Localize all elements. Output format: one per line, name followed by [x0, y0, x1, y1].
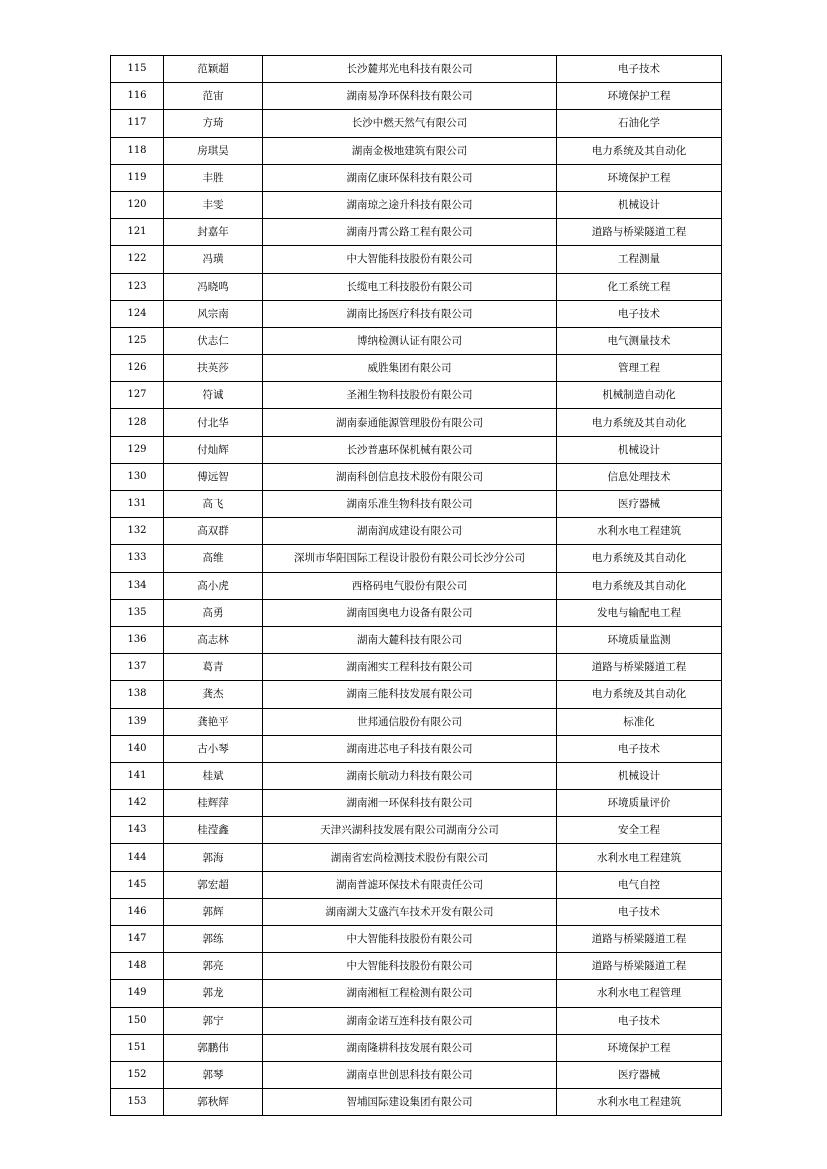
person-name-cell: 封嘉年 — [164, 219, 263, 246]
major-cell: 标准化 — [557, 708, 722, 735]
company-cell: 深圳市华阳国际工程设计股份有限公司长沙分公司 — [263, 545, 557, 572]
company-cell: 湖南长航动力科技有限公司 — [263, 762, 557, 789]
company-cell: 中大智能科技股份有限公司 — [263, 246, 557, 273]
company-cell: 湖南省宏尚检测技术股份有限公司 — [263, 844, 557, 871]
person-name-cell: 郭秋辉 — [164, 1089, 263, 1116]
person-name-cell: 扶英莎 — [164, 355, 263, 382]
row-number-cell: 137 — [111, 654, 164, 681]
table-row — [111, 572, 722, 599]
major-cell: 电子技术 — [557, 1007, 722, 1034]
person-name-cell: 方琦 — [164, 110, 263, 137]
company-cell: 湖南泰通能源管理股份有限公司 — [263, 409, 557, 436]
row-number-cell: 145 — [111, 871, 164, 898]
major-cell: 电子技术 — [557, 735, 722, 762]
row-number-cell: 147 — [111, 926, 164, 953]
person-name-cell: 付北华 — [164, 409, 263, 436]
row-number-cell: 122 — [111, 246, 164, 273]
company-cell: 长缆电工科技股份有限公司 — [263, 273, 557, 300]
row-number-cell: 125 — [111, 327, 164, 354]
company-cell: 湖南金极地建筑有限公司 — [263, 137, 557, 164]
major-cell: 道路与桥梁隧道工程 — [557, 219, 722, 246]
person-name-cell: 傅远智 — [164, 463, 263, 490]
person-name-cell: 冯璜 — [164, 246, 263, 273]
person-name-cell: 郭练 — [164, 926, 263, 953]
person-name-cell: 郭琴 — [164, 1061, 263, 1088]
company-cell: 长沙麓邦光电科技有限公司 — [263, 56, 557, 83]
company-cell: 西格码电气股份有限公司 — [263, 572, 557, 599]
major-cell: 安全工程 — [557, 817, 722, 844]
company-cell: 湖南金诺互连科技有限公司 — [263, 1007, 557, 1034]
table-row — [111, 1034, 722, 1061]
row-number-cell: 146 — [111, 898, 164, 925]
table-row — [111, 980, 722, 1007]
row-number-cell: 142 — [111, 790, 164, 817]
company-cell: 湖南亿康环保科技有限公司 — [263, 164, 557, 191]
person-name-cell: 丰胜 — [164, 164, 263, 191]
table-row — [111, 681, 722, 708]
table-row — [111, 762, 722, 789]
company-cell: 湖南湘桓工程检测有限公司 — [263, 980, 557, 1007]
major-cell: 机械设计 — [557, 436, 722, 463]
row-number-cell: 149 — [111, 980, 164, 1007]
person-name-cell: 龚艳平 — [164, 708, 263, 735]
company-cell: 湖南隆耕科技发展有限公司 — [263, 1034, 557, 1061]
row-number-cell: 150 — [111, 1007, 164, 1034]
row-number-cell: 132 — [111, 518, 164, 545]
major-cell: 环境保护工程 — [557, 83, 722, 110]
row-number-cell: 128 — [111, 409, 164, 436]
table-row — [111, 56, 722, 83]
row-number-cell: 117 — [111, 110, 164, 137]
row-number-cell: 151 — [111, 1034, 164, 1061]
table-row — [111, 355, 722, 382]
major-cell: 医疗器械 — [557, 491, 722, 518]
person-name-cell: 高勇 — [164, 599, 263, 626]
company-cell: 湖南湘一环保科技有限公司 — [263, 790, 557, 817]
row-number-cell: 129 — [111, 436, 164, 463]
person-name-cell: 桂辉萍 — [164, 790, 263, 817]
person-name-cell: 风宗南 — [164, 300, 263, 327]
company-cell: 湖南三能科技发展有限公司 — [263, 681, 557, 708]
person-name-cell: 郭龙 — [164, 980, 263, 1007]
table-row — [111, 436, 722, 463]
table-row — [111, 382, 722, 409]
major-cell: 环境保护工程 — [557, 164, 722, 191]
major-cell: 电力系统及其自动化 — [557, 409, 722, 436]
person-name-cell: 郭宏超 — [164, 871, 263, 898]
table-row — [111, 708, 722, 735]
row-number-cell: 118 — [111, 137, 164, 164]
company-cell: 长沙中燃天然气有限公司 — [263, 110, 557, 137]
major-cell: 石油化学 — [557, 110, 722, 137]
row-number-cell: 138 — [111, 681, 164, 708]
row-number-cell: 120 — [111, 191, 164, 218]
major-cell: 道路与桥梁隧道工程 — [557, 953, 722, 980]
row-number-cell: 130 — [111, 463, 164, 490]
table-row — [111, 491, 722, 518]
major-cell: 电力系统及其自动化 — [557, 681, 722, 708]
major-cell: 机械设计 — [557, 191, 722, 218]
major-cell: 化工系统工程 — [557, 273, 722, 300]
major-cell: 环境质量监测 — [557, 626, 722, 653]
row-number-cell: 127 — [111, 382, 164, 409]
table-row — [111, 844, 722, 871]
table-row — [111, 953, 722, 980]
person-name-cell: 桂滢鑫 — [164, 817, 263, 844]
company-cell: 博纳检测认证有限公司 — [263, 327, 557, 354]
table-row — [111, 599, 722, 626]
table-row — [111, 164, 722, 191]
major-cell: 医疗器械 — [557, 1061, 722, 1088]
person-name-cell: 伏志仁 — [164, 327, 263, 354]
table-row — [111, 83, 722, 110]
row-number-cell: 143 — [111, 817, 164, 844]
table-row — [111, 246, 722, 273]
row-number-cell: 124 — [111, 300, 164, 327]
row-number-cell: 131 — [111, 491, 164, 518]
table-row — [111, 409, 722, 436]
person-name-cell: 郭海 — [164, 844, 263, 871]
table-row — [111, 110, 722, 137]
company-cell: 湖南比扬医疗科技有限公司 — [263, 300, 557, 327]
person-name-cell: 古小琴 — [164, 735, 263, 762]
major-cell: 机械设计 — [557, 762, 722, 789]
row-number-cell: 119 — [111, 164, 164, 191]
person-name-cell: 郭鹏伟 — [164, 1034, 263, 1061]
person-name-cell: 丰雯 — [164, 191, 263, 218]
table-row — [111, 871, 722, 898]
company-cell: 湖南琼之途升科技有限公司 — [263, 191, 557, 218]
table-row — [111, 1007, 722, 1034]
person-name-cell: 郭宁 — [164, 1007, 263, 1034]
person-name-cell: 范宙 — [164, 83, 263, 110]
table-row — [111, 654, 722, 681]
person-name-cell: 冯晓鸣 — [164, 273, 263, 300]
major-cell: 道路与桥梁隧道工程 — [557, 926, 722, 953]
table-row — [111, 545, 722, 572]
major-cell: 电力系统及其自动化 — [557, 137, 722, 164]
table-row — [111, 463, 722, 490]
major-cell: 电子技术 — [557, 300, 722, 327]
company-cell: 湖南卓世创思科技有限公司 — [263, 1061, 557, 1088]
major-cell: 水利水电工程管理 — [557, 980, 722, 1007]
company-cell: 湖南湖大艾盛汽车技术开发有限公司 — [263, 898, 557, 925]
person-name-cell: 高飞 — [164, 491, 263, 518]
major-cell: 电子技术 — [557, 898, 722, 925]
table-row — [111, 191, 722, 218]
company-cell: 湖南湘实工程科技有限公司 — [263, 654, 557, 681]
major-cell: 信息处理技术 — [557, 463, 722, 490]
table-row — [111, 817, 722, 844]
company-cell: 湖南润成建设有限公司 — [263, 518, 557, 545]
table-row — [111, 300, 722, 327]
table-row — [111, 926, 722, 953]
major-cell: 道路与桥梁隧道工程 — [557, 654, 722, 681]
person-name-cell: 高维 — [164, 545, 263, 572]
roster-table-body — [111, 56, 722, 1116]
table-row — [111, 273, 722, 300]
company-cell: 湖南国奥电力设备有限公司 — [263, 599, 557, 626]
company-cell: 湖南大麓科技有限公司 — [263, 626, 557, 653]
row-number-cell: 126 — [111, 355, 164, 382]
major-cell: 水利水电工程建筑 — [557, 844, 722, 871]
major-cell: 环境保护工程 — [557, 1034, 722, 1061]
person-name-cell: 郭辉 — [164, 898, 263, 925]
person-name-cell: 付灿辉 — [164, 436, 263, 463]
roster-table — [110, 55, 722, 1116]
row-number-cell: 123 — [111, 273, 164, 300]
row-number-cell: 133 — [111, 545, 164, 572]
table-row — [111, 1089, 722, 1116]
company-cell: 湖南科创信息技术股份有限公司 — [263, 463, 557, 490]
row-number-cell: 153 — [111, 1089, 164, 1116]
company-cell: 湖南普滤环保技术有限责任公司 — [263, 871, 557, 898]
major-cell: 水利水电工程建筑 — [557, 1089, 722, 1116]
company-cell: 中大智能科技股份有限公司 — [263, 926, 557, 953]
person-name-cell: 高志林 — [164, 626, 263, 653]
company-cell: 圣湘生物科技股份有限公司 — [263, 382, 557, 409]
major-cell: 环境质量评价 — [557, 790, 722, 817]
company-cell: 湖南易净环保科技有限公司 — [263, 83, 557, 110]
company-cell: 世邦通信股份有限公司 — [263, 708, 557, 735]
person-name-cell: 房琪昊 — [164, 137, 263, 164]
major-cell: 机械制造自动化 — [557, 382, 722, 409]
row-number-cell: 116 — [111, 83, 164, 110]
major-cell: 电气测量技术 — [557, 327, 722, 354]
table-row — [111, 735, 722, 762]
company-cell: 长沙普惠环保机械有限公司 — [263, 436, 557, 463]
row-number-cell: 152 — [111, 1061, 164, 1088]
company-cell: 天津兴湖科技发展有限公司湖南分公司 — [263, 817, 557, 844]
person-name-cell: 符诚 — [164, 382, 263, 409]
row-number-cell: 141 — [111, 762, 164, 789]
row-number-cell: 148 — [111, 953, 164, 980]
company-cell: 智埔国际建设集团有限公司 — [263, 1089, 557, 1116]
person-name-cell: 郭亮 — [164, 953, 263, 980]
company-cell: 湖南乐准生物科技有限公司 — [263, 491, 557, 518]
person-name-cell: 桂斌 — [164, 762, 263, 789]
table-row — [111, 518, 722, 545]
row-number-cell: 139 — [111, 708, 164, 735]
major-cell: 电力系统及其自动化 — [557, 572, 722, 599]
major-cell: 电子技术 — [557, 56, 722, 83]
company-cell: 湖南丹霄公路工程有限公司 — [263, 219, 557, 246]
table-row — [111, 219, 722, 246]
table-row — [111, 327, 722, 354]
person-name-cell: 龚杰 — [164, 681, 263, 708]
row-number-cell: 134 — [111, 572, 164, 599]
table-row — [111, 137, 722, 164]
major-cell: 发电与输配电工程 — [557, 599, 722, 626]
person-name-cell: 高双群 — [164, 518, 263, 545]
major-cell: 管理工程 — [557, 355, 722, 382]
major-cell: 工程测量 — [557, 246, 722, 273]
company-cell: 中大智能科技股份有限公司 — [263, 953, 557, 980]
company-cell: 湖南进芯电子科技有限公司 — [263, 735, 557, 762]
table-row — [111, 626, 722, 653]
company-cell: 威胜集团有限公司 — [263, 355, 557, 382]
table-row — [111, 1061, 722, 1088]
major-cell: 电气自控 — [557, 871, 722, 898]
table-row — [111, 898, 722, 925]
row-number-cell: 140 — [111, 735, 164, 762]
table-row — [111, 790, 722, 817]
major-cell: 电力系统及其自动化 — [557, 545, 722, 572]
row-number-cell: 115 — [111, 56, 164, 83]
major-cell: 水利水电工程建筑 — [557, 518, 722, 545]
row-number-cell: 144 — [111, 844, 164, 871]
row-number-cell: 136 — [111, 626, 164, 653]
row-number-cell: 135 — [111, 599, 164, 626]
person-name-cell: 高小虎 — [164, 572, 263, 599]
row-number-cell: 121 — [111, 219, 164, 246]
person-name-cell: 范颖超 — [164, 56, 263, 83]
person-name-cell: 葛青 — [164, 654, 263, 681]
